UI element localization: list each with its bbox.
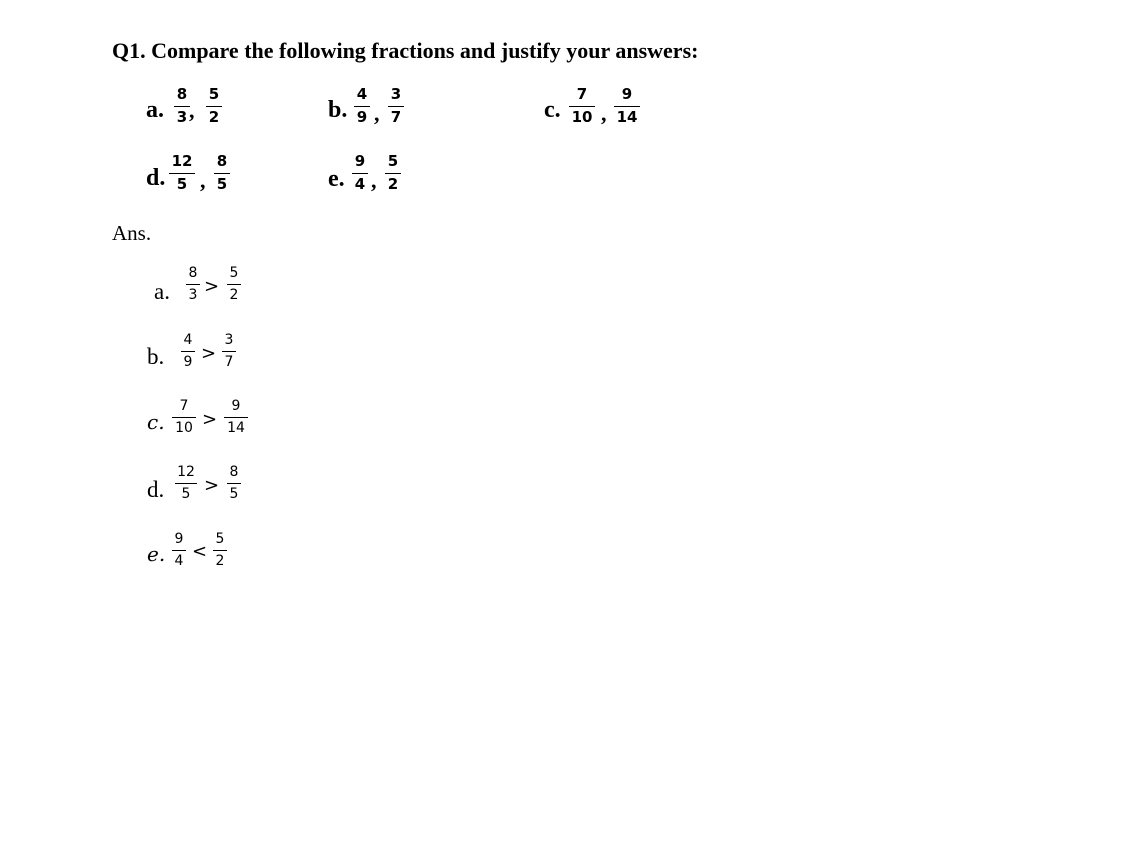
fraction-bar [352,173,368,174]
separator: , [189,98,195,123]
fraction-bar [354,106,370,107]
fraction [169,154,195,192]
numerator: 8 [229,464,239,480]
fraction [224,399,248,435]
numerator: 5 [215,531,225,547]
answer-item-label: b. [147,344,165,369]
fraction [174,87,190,125]
numerator: 3 [390,85,402,103]
fraction-bar [569,106,595,107]
comparison-operator: > [202,409,218,430]
numerator: 5 [387,152,399,170]
question-label: b. [328,97,348,123]
denominator: 5 [176,175,188,194]
denominator: 5 [181,486,191,503]
denominator: 7 [390,108,402,127]
fraction [186,266,200,302]
answer-label: Ans. [112,221,152,245]
fraction-bar [213,550,227,551]
separator: , [374,101,380,126]
fraction [227,266,241,302]
fraction [222,333,236,369]
fraction [172,399,196,435]
denominator: 4 [174,553,184,570]
numerator: 8 [216,152,228,170]
question-label: c. [544,97,561,123]
numerator: 9 [354,152,366,170]
fraction-bar [175,483,197,484]
fraction [614,87,640,125]
denominator: 3 [188,287,198,304]
fraction [569,87,595,125]
fraction [181,333,195,369]
answer-item-label: d. [147,477,165,502]
fraction [213,532,227,568]
denominator: 10 [175,420,193,437]
numerator: 9 [174,531,184,547]
denominator: 9 [356,108,368,127]
denominator: 4 [354,175,366,194]
fraction-bar [172,550,186,551]
numerator: 9 [621,85,633,103]
numerator: 3 [224,332,234,348]
numerator: 12 [171,152,193,170]
denominator: 14 [616,108,638,127]
denominator: 7 [224,354,234,371]
answer-item-label: e. [147,542,166,566]
fraction-bar [214,173,230,174]
denominator: 2 [229,287,239,304]
fraction [172,532,186,568]
fraction [206,87,222,125]
fraction [385,154,401,192]
denominator: 2 [387,175,399,194]
fraction [388,87,404,125]
denominator: 2 [208,108,220,127]
comparison-operator: > [204,475,220,496]
fraction-bar [227,284,241,285]
fraction-bar [614,106,640,107]
denominator: 2 [215,553,225,570]
fraction-bar [186,284,200,285]
fraction-bar [385,173,401,174]
denominator: 5 [229,486,239,503]
fraction [214,154,230,192]
answer-item-label: a. [154,279,170,304]
numerator: 7 [576,85,588,103]
separator: , [200,168,206,193]
separator: , [601,101,607,126]
comparison-operator: > [204,276,220,297]
fraction-bar [206,106,222,107]
numerator: 12 [177,464,195,480]
denominator: 9 [183,354,193,371]
question-label: d. [146,165,166,191]
numerator: 9 [231,398,241,414]
question-label: a. [146,97,164,123]
fraction [227,465,241,501]
fraction-bar [172,417,196,418]
question-title: Q1. Compare the following fractions and justify your answers: [112,38,699,63]
fraction-bar [181,351,195,352]
numerator: 5 [208,85,220,103]
fraction-bar [388,106,404,107]
fraction [354,87,370,125]
comparison-operator: > [201,343,217,364]
answer-item-label: c. [147,410,165,434]
numerator: 5 [229,265,239,281]
fraction-bar [174,106,190,107]
fraction-bar [224,417,248,418]
numerator: 4 [183,332,193,348]
fraction-bar [169,173,195,174]
question-label: e. [328,166,345,192]
numerator: 8 [176,85,188,103]
fraction [175,465,197,501]
comparison-operator: < [192,541,208,562]
separator: , [371,168,377,193]
denominator: 10 [571,108,593,127]
numerator: 7 [179,398,189,414]
numerator: 8 [188,265,198,281]
fraction-bar [222,351,236,352]
fraction [352,154,368,192]
denominator: 14 [227,420,245,437]
numerator: 4 [356,85,368,103]
fraction-bar [227,483,241,484]
denominator: 5 [216,175,228,194]
denominator: 3 [176,108,188,127]
